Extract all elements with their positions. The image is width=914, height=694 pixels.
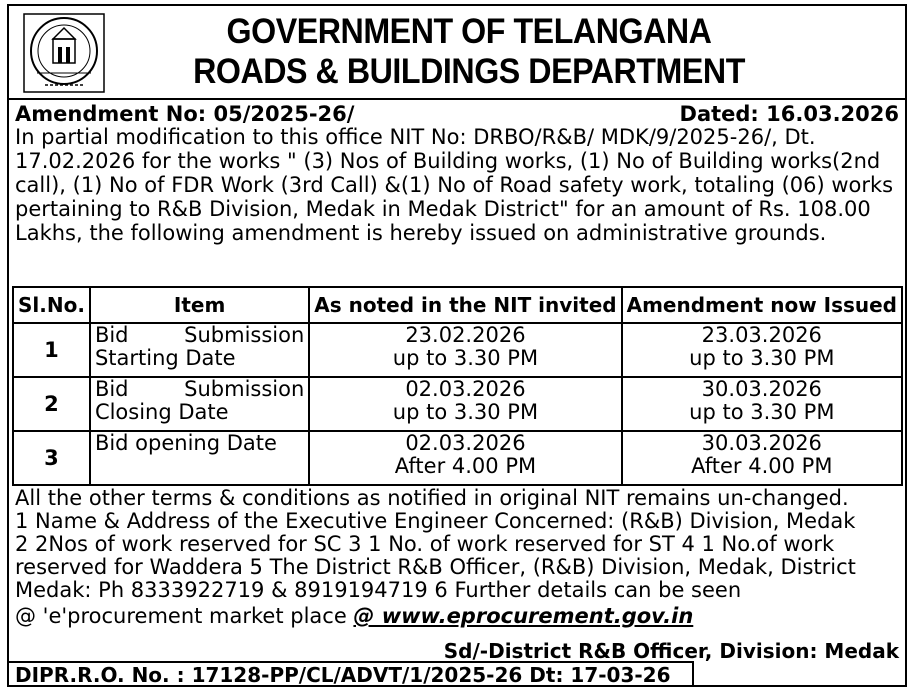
eproc-line — [15, 604, 693, 628]
telangana-emblem-icon — [23, 13, 105, 93]
row-nit — [309, 377, 621, 431]
row-item — [90, 431, 309, 485]
paragraph-line: pertaining to R&B Division, Medak in Medak District" for an amount of Rs. 108.00 — [15, 197, 871, 221]
eprocurement-link[interactable]: @ www.eprocurement.gov.in — [353, 604, 694, 628]
row-amendment — [622, 377, 902, 431]
table-header-row — [13, 287, 902, 323]
new-date: 30.03.2026 — [701, 431, 822, 455]
nit-time: After 4.00 PM — [394, 454, 537, 478]
notes-line: All the other terms & conditions as notified in original NIT remains un-changed. — [15, 486, 849, 510]
item-word: Bid opening Date — [94, 431, 277, 455]
paragraph-line: In partial modification to this office NIT No: DRBO/R&B/ MDK/9/2025-26/, Dt. — [15, 125, 816, 149]
nit-date: 02.03.2026 — [405, 431, 526, 455]
item-word: Submission — [184, 377, 305, 401]
new-time: up to 3.30 PM — [689, 400, 835, 424]
nit-time: up to 3.30 PM — [392, 346, 539, 370]
header-nit: As noted in the NIT invited — [309, 287, 621, 323]
notice-frame — [7, 4, 907, 687]
header-item: Item — [90, 287, 309, 323]
notes-line: Medak: Ph 8333922719 & 8919194719 6 Further details can be seen — [15, 578, 742, 602]
title-line-2: ROADS & BUILDINGS DEPARTMENT — [193, 52, 745, 91]
new-date: 30.03.2026 — [701, 377, 822, 401]
item-word: Closing Date — [94, 400, 229, 424]
amendment-date: Dated: 16.03.2026 — [679, 102, 899, 126]
item-word: Starting Date — [94, 346, 236, 370]
row-nit — [309, 431, 621, 485]
new-time: After 4.00 PM — [691, 454, 833, 478]
notes-line: 2 2Nos of work reserved for SC 3 1 No. of work reserved for ST 4 1 No.of work — [15, 532, 835, 556]
header — [9, 6, 905, 100]
dipr-footer: DIPR.R.O. No. : 17128-PP/CL/ADVT/1/2025-26 Dt: 17-03-26 — [9, 661, 694, 687]
notes-line: reserved for Waddera 5 The District R&B Officer, (R&B) Division, Medak, District — [15, 555, 856, 579]
table-row — [13, 377, 902, 431]
paragraph-line: call), (1) No of FDR Work (3rd Call) &(1) No of Road safety work, totaling (06) works — [15, 173, 894, 197]
row-item — [90, 377, 309, 431]
row-item — [90, 323, 309, 377]
table-row — [13, 431, 902, 485]
paragraph-line: 17.02.2026 for the works " (3) Nos of Building works, (1) No of Building works(2nd — [15, 149, 881, 173]
new-time: up to 3.30 PM — [689, 346, 835, 370]
paragraph-line: Lakhs, the following amendment is hereby issued on administrative grounds. — [15, 221, 827, 245]
item-word: Submission — [184, 323, 305, 347]
table-row — [13, 323, 902, 377]
title-line-1: GOVERNMENT OF TELANGANA — [226, 12, 712, 51]
row-slno: 1 — [13, 323, 90, 377]
header-amendment: Amendment now Issued — [622, 287, 902, 323]
nit-date: 23.02.2026 — [405, 323, 526, 347]
notes-line: 1 Name & Address of the Executive Engineer Concerned: (R&B) Division, Medak — [15, 509, 856, 533]
row-amendment — [622, 323, 902, 377]
amendment-table — [12, 286, 903, 486]
new-date: 23.03.2026 — [701, 323, 822, 347]
row-slno: 2 — [13, 377, 90, 431]
row-slno: 3 — [13, 431, 90, 485]
nit-date: 02.03.2026 — [405, 377, 526, 401]
item-word: Bid — [94, 323, 129, 347]
signature: Sd/-District R&B Officer, Division: Medak — [443, 639, 899, 663]
row-nit — [309, 323, 621, 377]
item-word: Bid — [94, 377, 129, 401]
header-slno: Sl.No. — [13, 287, 90, 323]
eproc-prefix: @ 'e'procurement market place — [15, 604, 347, 628]
nit-time: up to 3.30 PM — [392, 400, 539, 424]
amendment-number: Amendment No: 05/2025-26/ — [15, 102, 355, 126]
row-amendment — [622, 431, 902, 485]
